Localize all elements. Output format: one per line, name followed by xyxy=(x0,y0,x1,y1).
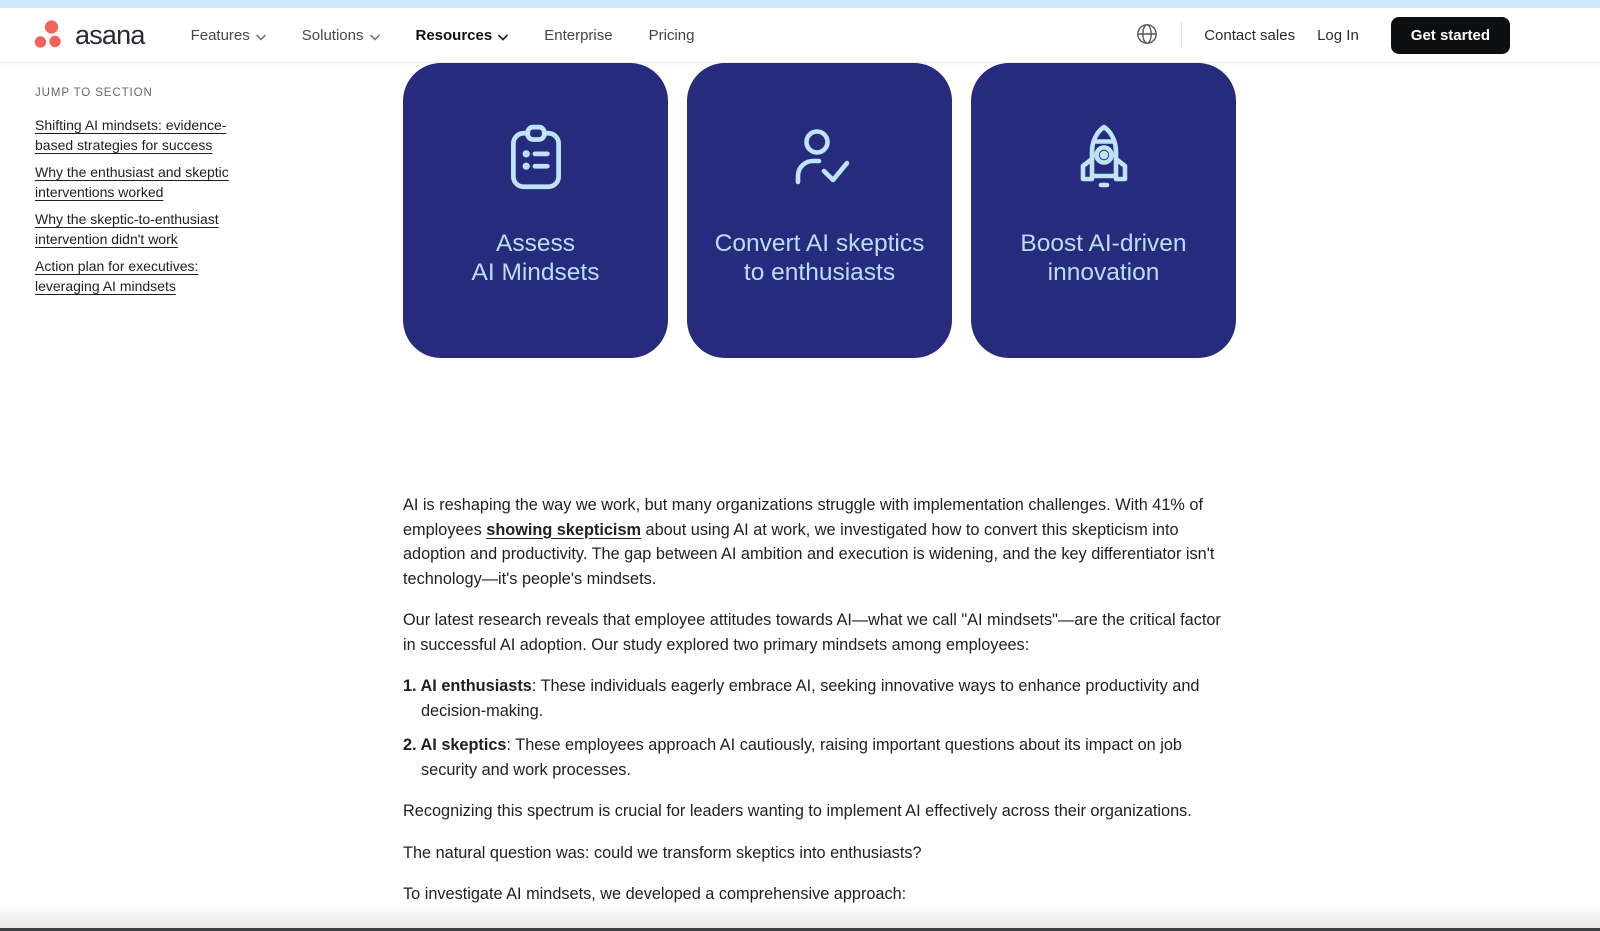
asana-logo[interactable] xyxy=(34,20,145,50)
nav-item-resources[interactable]: Resources xyxy=(416,26,509,45)
sidebar-link-shifting-ai-mindsets[interactable]: Shifting AI mindsets: evidence-based strategies for success xyxy=(35,117,227,153)
chevron-down-icon xyxy=(256,28,266,45)
chevron-down-icon xyxy=(498,28,508,45)
get-started-button[interactable]: Get started xyxy=(1391,17,1510,54)
card-convert-ai-skeptics xyxy=(687,63,952,358)
paragraph-recognizing: Recognizing this spectrum is crucial for leaders wanting to implement AI effectively across their organizations. xyxy=(403,802,1192,820)
person-check-icon xyxy=(784,123,856,195)
clipboard-list-icon xyxy=(503,123,569,195)
asana-wordmark: asana xyxy=(75,19,145,50)
list-item-ai-enthusiasts: 1. AI enthusiasts: These individuals eagerly embrace AI, seeking innovative ways to enhance productivity and decision-making. xyxy=(403,677,1200,720)
list-item-ai-skeptics: 2. AI skeptics: These employees approach AI cautiously, raising important questions about its impact on job security and work processes. xyxy=(403,736,1182,779)
card-boost-ai-innovation xyxy=(971,63,1236,358)
sidebar-link-why-interventions-worked[interactable]: Why the enthusiast and skeptic interventions worked xyxy=(35,164,229,200)
card-label: Convert AI skeptics to enthusiasts xyxy=(714,230,925,286)
sidebar-link-action-plan[interactable]: Action plan for executives: leveraging AI mindsets xyxy=(35,258,199,294)
nav-item-pricing[interactable]: Pricing xyxy=(648,26,695,44)
language-globe-button[interactable] xyxy=(1135,22,1159,49)
showing-skepticism-link[interactable]: showing skepticism xyxy=(486,520,641,539)
globe-icon xyxy=(1135,22,1159,49)
primary-nav xyxy=(191,26,695,45)
article-body xyxy=(403,493,1221,924)
rocket-icon xyxy=(1070,123,1138,195)
card-label: Assess AI Mindsets xyxy=(471,230,600,286)
card-label: Boost AI-driven innovation xyxy=(1020,230,1187,286)
navbar-divider xyxy=(1181,22,1182,48)
top-navbar xyxy=(0,8,1600,63)
jump-to-section-sidebar xyxy=(35,87,240,304)
announcement-banner-strip xyxy=(0,0,1600,8)
nav-item-enterprise[interactable]: Enterprise xyxy=(544,26,613,44)
paragraph-natural-question: The natural question was: could we transform skeptics into enthusiasts? xyxy=(403,843,922,862)
mindset-list xyxy=(403,674,1221,782)
paragraph-research: Our latest research reveals that employee attitudes towards AI—what we call "AI mindsets"—are the critical factor in successful AI adoption. Our study explored two primary mindsets among employees: xyxy=(403,611,1221,654)
nav-item-solutions[interactable]: Solutions xyxy=(302,26,380,45)
nav-item-features[interactable]: Features xyxy=(191,26,266,45)
feature-cards-row xyxy=(403,63,1236,358)
sidebar-link-why-intervention-didnt-work[interactable]: Why the skeptic-to-enthusiast intervention didn't work xyxy=(35,211,219,247)
paragraph-investigate: To investigate AI mindsets, we developed a comprehensive approach: xyxy=(403,885,907,903)
navbar-right-group xyxy=(1135,17,1510,54)
chevron-down-icon xyxy=(370,28,380,45)
log-in-link[interactable]: Log In xyxy=(1317,26,1359,44)
asana-dots-icon xyxy=(34,20,66,50)
contact-sales-link[interactable]: Contact sales xyxy=(1204,26,1296,44)
paragraph-intro: AI is reshaping the way we work, but many organizations struggle with implementation challenges. With 41% of employees showing skepticism about using AI at work, we investigated how to convert this skepticism into adoption and productivity. The gap between AI ambition and execution is widening, and the key differentiator isn't technology—it's people's mindsets. xyxy=(403,496,1215,588)
sidebar-heading: JUMP TO SECTION xyxy=(35,87,153,99)
card-assess-ai-mindsets xyxy=(403,63,668,358)
